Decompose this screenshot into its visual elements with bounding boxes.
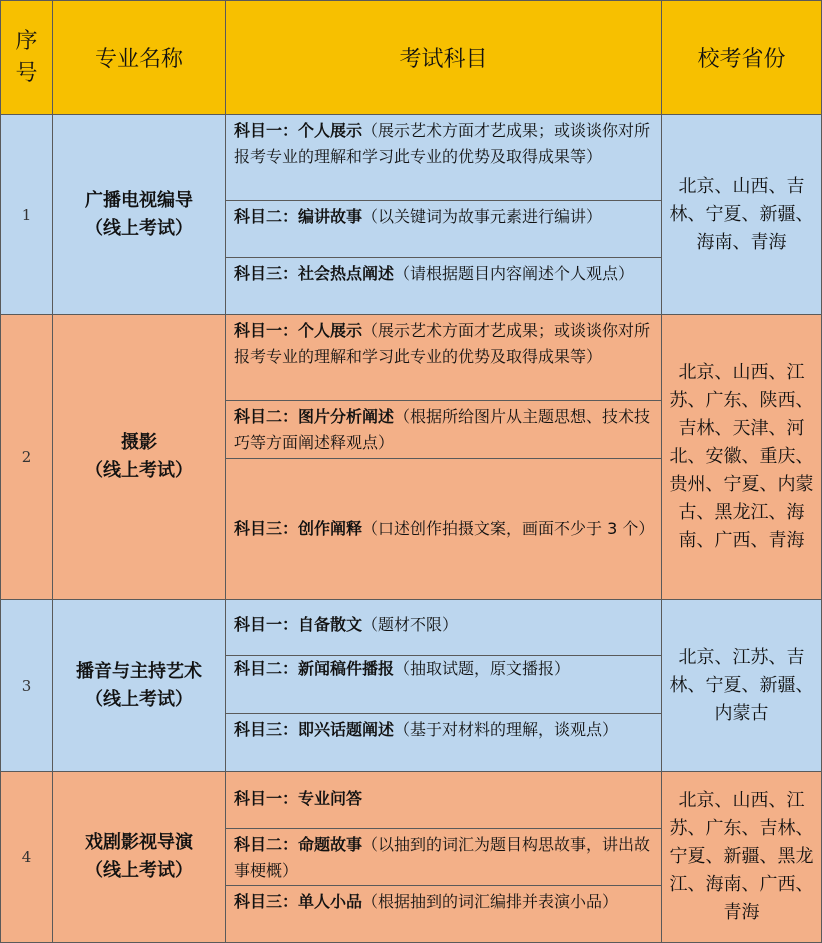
subject-cell	[225, 458, 662, 600]
subject-desc: （根据抽到的词汇编排并表演小品）	[362, 892, 619, 911]
subject-cell	[225, 655, 662, 714]
major-name	[52, 314, 226, 600]
subject-cell	[225, 713, 662, 772]
province-list: 北京、山西、江苏、广东、吉林、宁夏、新疆、黑龙江、海南、广西、青海	[661, 771, 822, 943]
subject-desc: （请根据题目内容阐述个人观点）	[394, 264, 635, 283]
subject-name: 科目二：新闻稿件播报	[234, 659, 395, 678]
row-index: 3	[0, 599, 53, 772]
row-index: 1	[0, 114, 53, 315]
subject-desc: （题材不限）	[362, 615, 459, 634]
subject-cell	[225, 885, 662, 943]
subject-cell	[225, 828, 662, 886]
header-index-line1: 序	[15, 28, 38, 54]
header-subjects: 考试科目	[225, 0, 662, 115]
exam-mode: （线上考试）	[85, 217, 193, 239]
subject-cell	[225, 771, 662, 829]
major-name	[52, 771, 226, 943]
exam-mode: （线上考试）	[85, 688, 193, 710]
subject-cell	[225, 114, 662, 201]
subject-cell	[225, 200, 662, 258]
header-index-line2: 号	[15, 60, 38, 86]
subject-cell	[225, 314, 662, 401]
major-title: 广播电视编导	[85, 189, 193, 211]
header-provinces: 校考省份	[661, 0, 822, 115]
subject-name: 科目一：自备散文	[234, 615, 363, 634]
subject-name: 科目一：专业问答	[234, 789, 363, 808]
subject-desc: （根据所给图片从主题思想、技术技巧等方面阐述释观点）	[234, 407, 651, 452]
subject-cell	[225, 599, 662, 656]
major-title: 播音与主持艺术	[76, 660, 202, 682]
subject-cell	[225, 400, 662, 459]
subject-cell	[225, 257, 662, 315]
row-index: 2	[0, 314, 53, 600]
subject-desc: （展示艺术方面才艺成果；或谈谈你对所报考专业的理解和学习此专业的优势及取得成果等）	[234, 321, 651, 366]
subject-name: 科目三：创作阐释	[234, 519, 363, 538]
province-list: 北京、山西、吉林、宁夏、新疆、海南、青海	[661, 114, 822, 315]
subject-name: 科目二：编讲故事	[234, 207, 363, 226]
subject-desc: （基于对材料的理解，谈观点）	[394, 720, 619, 739]
subject-desc: （以抽到的词汇为题目构思故事，讲出故事梗概）	[234, 835, 651, 880]
exam-mode: （线上考试）	[85, 460, 193, 481]
province-list: 北京、江苏、吉林、宁夏、新疆、内蒙古	[661, 599, 822, 772]
subject-name: 科目二：命题故事	[234, 835, 363, 854]
subject-desc: （口述创作拍摄文案，画面不少于 3 个）	[362, 519, 655, 538]
subject-name: 科目二：图片分析阐述	[234, 407, 395, 426]
subject-name: 科目三：社会热点阐述	[234, 264, 395, 283]
major-title: 戏剧影视导演	[85, 832, 193, 853]
subject-name: 科目一：个人展示	[234, 321, 363, 340]
subject-desc: （以关键词为故事元素进行编讲）	[362, 207, 603, 226]
subject-desc: （展示艺术方面才艺成果；或谈谈你对所报考专业的理解和学习此专业的优势及取得成果等）	[234, 121, 651, 166]
major-title: 摄影	[121, 432, 157, 453]
major-name	[52, 599, 226, 772]
subject-desc: （抽取试题，原文播报）	[394, 659, 571, 678]
exam-mode: （线上考试）	[85, 860, 193, 881]
header-index	[0, 0, 53, 115]
major-name	[52, 114, 226, 315]
province-list: 北京、山西、江苏、广东、陕西、吉林、天津、河北、安徽、重庆、贵州、宁夏、内蒙古、黑龙江、海南、广西、青海	[661, 314, 822, 600]
subject-name: 科目三：即兴话题阐述	[234, 720, 395, 739]
subject-name: 科目三：单人小品	[234, 892, 363, 911]
subject-name: 科目一：个人展示	[234, 121, 363, 140]
header-major: 专业名称	[52, 0, 226, 115]
row-index: 4	[0, 771, 53, 943]
